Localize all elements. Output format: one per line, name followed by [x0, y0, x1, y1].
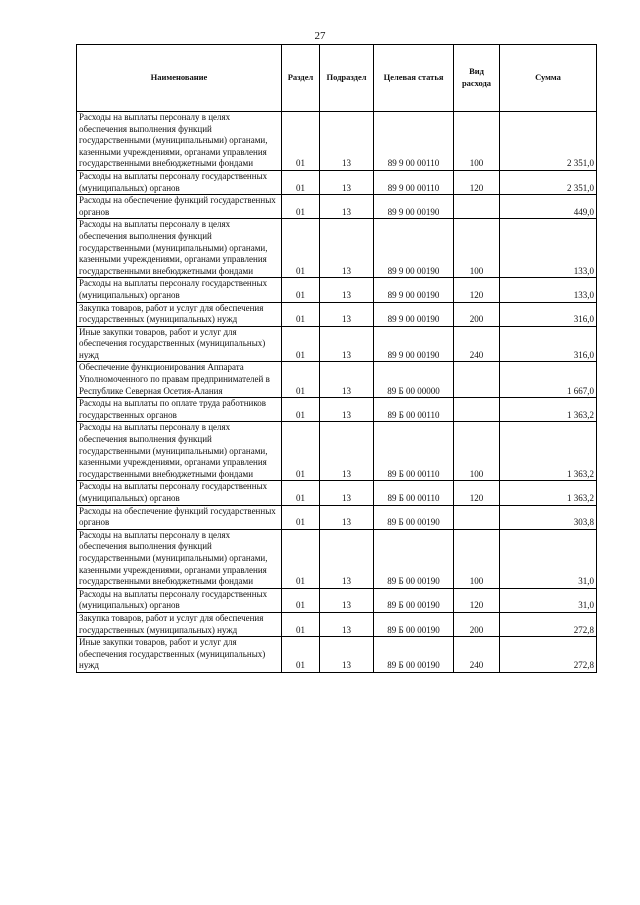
- row-name: Обеспечение функционирования Аппарата Уполномоченного по правам предпринимателей в Республике Северная Осетия-Алания: [77, 362, 282, 398]
- row-podrazdel: 13: [320, 588, 374, 612]
- row-celevaya: 89 Б 00 00110: [374, 422, 454, 481]
- row-summa: 449,0: [500, 195, 597, 219]
- row-podrazdel: 13: [320, 612, 374, 636]
- row-razdel: 01: [282, 422, 320, 481]
- table-row: [77, 612, 597, 636]
- row-razdel: 01: [282, 529, 320, 588]
- row-vid: [454, 505, 500, 529]
- row-razdel: 01: [282, 588, 320, 612]
- row-vid: 120: [454, 170, 500, 194]
- row-razdel: 01: [282, 302, 320, 326]
- row-vid: 100: [454, 219, 500, 278]
- header-celevaya: Целевая статья: [374, 45, 454, 112]
- row-podrazdel: 13: [320, 481, 374, 505]
- row-razdel: 01: [282, 326, 320, 362]
- header-podrazdel: Подраздел: [320, 45, 374, 112]
- row-podrazdel: 13: [320, 195, 374, 219]
- row-razdel: 01: [282, 219, 320, 278]
- row-name: Расходы на выплаты персоналу в целях обеспечения выполнения функций государственными (муниципальными) органами, казенными учреждениями, органами управления государственными внебюджетными фондами: [77, 219, 282, 278]
- row-celevaya: 89 9 00 00190: [374, 326, 454, 362]
- row-vid: 120: [454, 481, 500, 505]
- row-podrazdel: 13: [320, 112, 374, 171]
- table-row: [77, 422, 597, 481]
- row-name: Расходы на выплаты персоналу государственных (муниципальных) органов: [77, 278, 282, 302]
- row-vid: 120: [454, 278, 500, 302]
- row-summa: 133,0: [500, 278, 597, 302]
- row-podrazdel: 13: [320, 422, 374, 481]
- row-summa: 31,0: [500, 588, 597, 612]
- row-razdel: 01: [282, 612, 320, 636]
- row-name: Расходы на выплаты по оплате труда работников государственных органов: [77, 398, 282, 422]
- row-celevaya: 89 Б 00 00190: [374, 588, 454, 612]
- row-vid: [454, 195, 500, 219]
- row-vid: 100: [454, 529, 500, 588]
- row-podrazdel: 13: [320, 278, 374, 302]
- row-name: Расходы на выплаты персоналу государственных (муниципальных) органов: [77, 481, 282, 505]
- table-body: [77, 112, 597, 673]
- row-summa: 2 351,0: [500, 112, 597, 171]
- row-razdel: 01: [282, 398, 320, 422]
- row-celevaya: 89 9 00 00110: [374, 112, 454, 171]
- row-podrazdel: 13: [320, 529, 374, 588]
- row-summa: 133,0: [500, 219, 597, 278]
- row-summa: 303,8: [500, 505, 597, 529]
- header-name: Наименование: [77, 45, 282, 112]
- row-summa: 2 351,0: [500, 170, 597, 194]
- row-celevaya: 89 Б 00 00190: [374, 529, 454, 588]
- budget-table: [76, 44, 597, 673]
- table-row: [77, 326, 597, 362]
- row-vid: [454, 398, 500, 422]
- table-row: [77, 505, 597, 529]
- row-podrazdel: 13: [320, 219, 374, 278]
- row-celevaya: 89 9 00 00190: [374, 219, 454, 278]
- row-celevaya: 89 9 00 00190: [374, 302, 454, 326]
- row-podrazdel: 13: [320, 362, 374, 398]
- row-vid: 240: [454, 326, 500, 362]
- row-celevaya: 89 Б 00 00110: [374, 398, 454, 422]
- row-name: Иные закупки товаров, работ и услуг для обеспечения государственных (муниципальных) нужд: [77, 326, 282, 362]
- row-name: Расходы на обеспечение функций государственных органов: [77, 505, 282, 529]
- row-razdel: 01: [282, 195, 320, 219]
- row-name: Иные закупки товаров, работ и услуг для обеспечения государственных (муниципальных) нужд: [77, 637, 282, 673]
- row-name: Закупка товаров, работ и услуг для обеспечения государственных (муниципальных) нужд: [77, 302, 282, 326]
- row-celevaya: 89 Б 00 00190: [374, 637, 454, 673]
- row-podrazdel: 13: [320, 398, 374, 422]
- row-summa: 316,0: [500, 326, 597, 362]
- row-celevaya: 89 9 00 00110: [374, 170, 454, 194]
- row-podrazdel: 13: [320, 505, 374, 529]
- row-vid: 200: [454, 612, 500, 636]
- row-podrazdel: 13: [320, 302, 374, 326]
- row-razdel: 01: [282, 112, 320, 171]
- page-number: 27: [314, 30, 326, 42]
- row-razdel: 01: [282, 170, 320, 194]
- table-row: [77, 219, 597, 278]
- row-name: Закупка товаров, работ и услуг для обеспечения государственных (муниципальных) нужд: [77, 612, 282, 636]
- row-vid: 200: [454, 302, 500, 326]
- header-summa: Сумма: [500, 45, 597, 112]
- row-summa: 1 667,0: [500, 362, 597, 398]
- table-row: [77, 302, 597, 326]
- table-row: [77, 481, 597, 505]
- row-name: Расходы на выплаты персоналу в целях обеспечения выполнения функций государственными (муниципальными) органами, казенными учреждениями, органами управления государственными внебюджетными фондами: [77, 422, 282, 481]
- row-name: Расходы на выплаты персоналу государственных (муниципальных) органов: [77, 588, 282, 612]
- row-summa: 316,0: [500, 302, 597, 326]
- row-podrazdel: 13: [320, 637, 374, 673]
- table-row: [77, 529, 597, 588]
- row-podrazdel: 13: [320, 170, 374, 194]
- row-razdel: 01: [282, 481, 320, 505]
- row-vid: 100: [454, 422, 500, 481]
- table-row: [77, 112, 597, 171]
- row-celevaya: 89 Б 00 00190: [374, 612, 454, 636]
- row-celevaya: 89 9 00 00190: [374, 278, 454, 302]
- row-celevaya: 89 Б 00 00110: [374, 481, 454, 505]
- table-row: [77, 362, 597, 398]
- row-summa: 1 363,2: [500, 481, 597, 505]
- table-row: [77, 278, 597, 302]
- row-razdel: 01: [282, 362, 320, 398]
- table-row: [77, 170, 597, 194]
- row-name: Расходы на выплаты персоналу в целях обеспечения выполнения функций государственными (муниципальными) органами, казенными учреждениями, органами управления государственными внебюджетными фондами: [77, 112, 282, 171]
- row-razdel: 01: [282, 637, 320, 673]
- row-vid: 240: [454, 637, 500, 673]
- header-razdel: Раздел: [282, 45, 320, 112]
- row-vid: [454, 362, 500, 398]
- table-row: [77, 588, 597, 612]
- table-row: [77, 637, 597, 673]
- row-name: Расходы на обеспечение функций государственных органов: [77, 195, 282, 219]
- row-summa: 272,8: [500, 612, 597, 636]
- row-summa: 1 363,2: [500, 422, 597, 481]
- row-summa: 272,8: [500, 637, 597, 673]
- row-summa: 1 363,2: [500, 398, 597, 422]
- row-vid: 100: [454, 112, 500, 171]
- row-razdel: 01: [282, 505, 320, 529]
- row-vid: 120: [454, 588, 500, 612]
- row-name: Расходы на выплаты персоналу в целях обеспечения выполнения функций государственными (муниципальными) органами, казенными учреждениями, органами управления государственными внебюджетными фондами: [77, 529, 282, 588]
- table-row: [77, 195, 597, 219]
- header-vid: Вид расхода: [454, 45, 500, 112]
- table-row: [77, 398, 597, 422]
- row-celevaya: 89 9 00 00190: [374, 195, 454, 219]
- row-podrazdel: 13: [320, 326, 374, 362]
- row-summa: 31,0: [500, 529, 597, 588]
- row-razdel: 01: [282, 278, 320, 302]
- table-header-row: [77, 45, 597, 112]
- row-celevaya: 89 Б 00 00000: [374, 362, 454, 398]
- row-celevaya: 89 Б 00 00190: [374, 505, 454, 529]
- row-name: Расходы на выплаты персоналу государственных (муниципальных) органов: [77, 170, 282, 194]
